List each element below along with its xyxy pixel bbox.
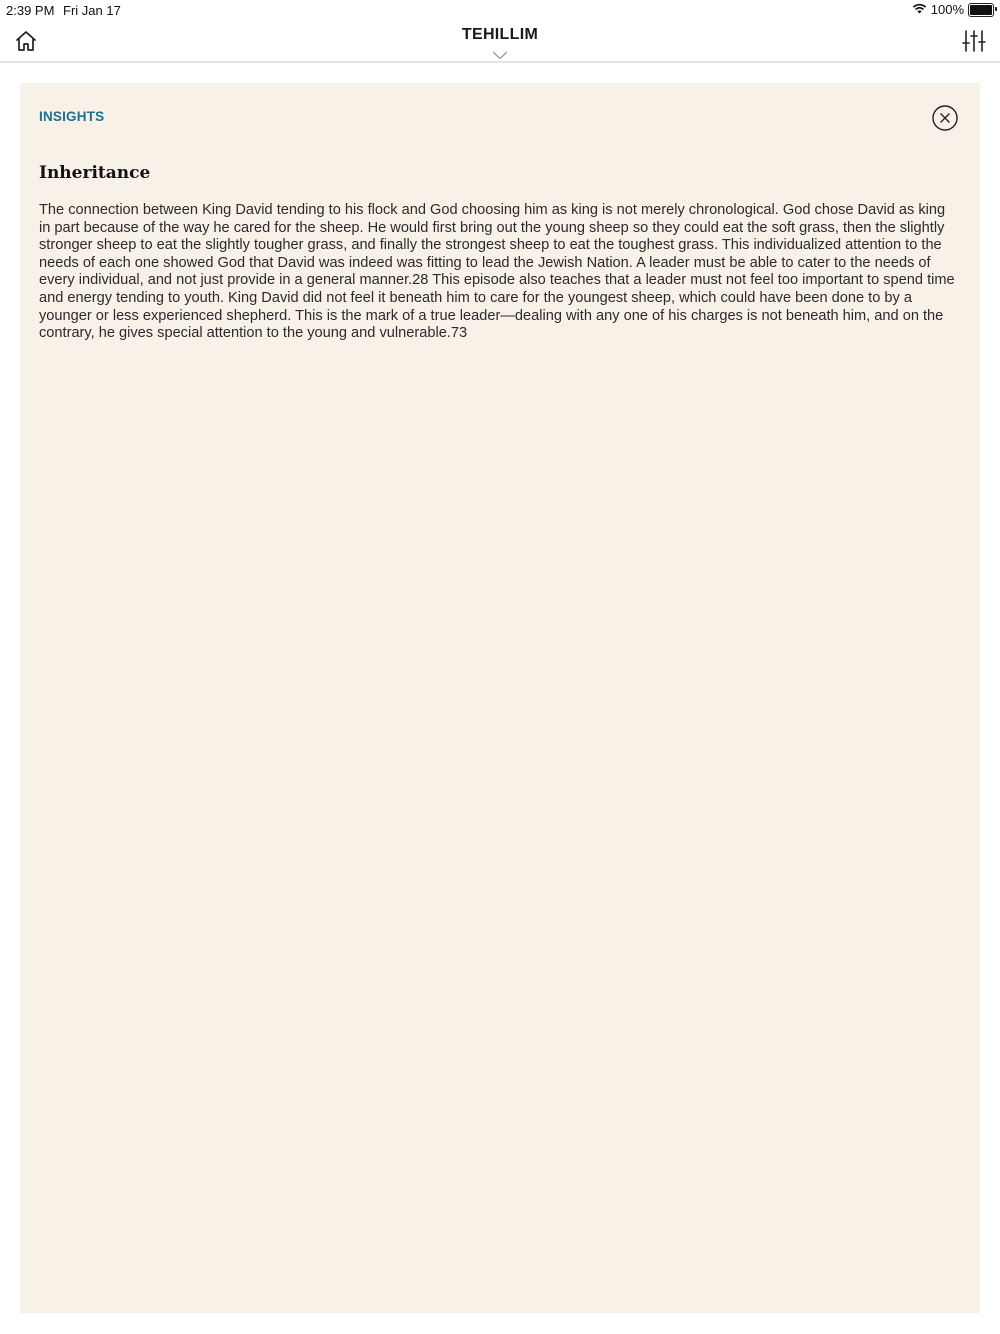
close-icon (932, 105, 958, 131)
top-nav-bar (0, 20, 1000, 63)
close-button[interactable] (932, 105, 958, 131)
status-time: 2:39 PM (6, 3, 55, 18)
panel-label: INSIGHTS (39, 109, 105, 124)
page-title[interactable]: TEHILLIM (461, 26, 539, 43)
battery-level (970, 5, 992, 15)
status-date: Fri Jan 17 (63, 3, 121, 18)
wifi-icon (912, 2, 927, 17)
insight-body: The connection between King David tending to his flock and God choosing him as king is not merely chronological. God chose David as king in part because of the way he cared for the sheep. He would first bring out the young sheep so they could eat the soft grass, then the slightly stronger sheep to eat the slightly tougher grass, and finally the strongest sheep to eat the toughest grass. This individualized attention to the needs of each one showed God that David was indeed was fitting to lead the Jewish Nation. A leader must be able to cater to the needs of every individual, and not just provide in a general manner.28 This episode also teaches that a leader must not feel too important to spend time and energy tending to youth. King David did not feel it beneath him to care for the youngest sheep, which could have been done to by a younger or less experienced shepherd. This is the mark of a true leader—dealing with any one of his charges is not beneath him, and on the contrary, he gives special attention to the young and vulnerable.73 (39, 202, 955, 342)
settings-button[interactable] (962, 28, 986, 54)
insights-panel (20, 83, 980, 1313)
status-indicators (912, 2, 994, 17)
sliders-icon (962, 28, 986, 54)
title-dropdown-button[interactable] (492, 47, 508, 56)
battery-icon (968, 3, 994, 17)
insight-title: Inheritance (39, 163, 151, 183)
battery-percent: 100% (930, 2, 964, 17)
status-bar (0, 0, 1000, 20)
chevron-down-icon (492, 51, 508, 60)
